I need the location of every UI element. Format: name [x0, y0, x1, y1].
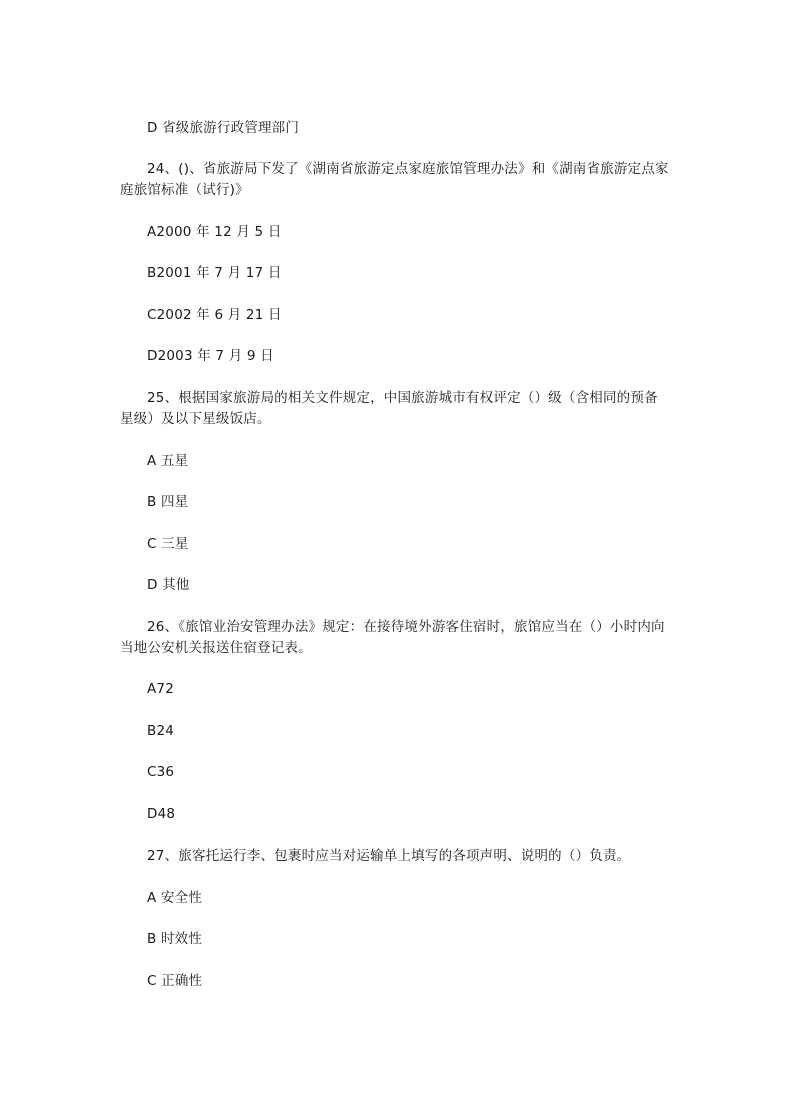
option-a-q27: A 安全性 [147, 890, 203, 906]
option-b-q27: B 时效性 [147, 931, 203, 947]
option-a-q24: A2000 年 12 月 5 日 [147, 224, 282, 240]
question-27-text: 27、旅客托运行李、包裹时应当对运输单上填写的各项声明、说明的（）负责。 [147, 848, 631, 864]
option-c-q25: C 三星 [147, 536, 189, 552]
question-24-text: 24、()、省旅游局下发了《湖南省旅游定点家庭旅馆管理办法》和《湖南省旅游定点家庭旅馆标准（试行)》 [120, 161, 669, 198]
option-d-q25: D 其他 [147, 577, 190, 593]
option-a-q26: A72 [147, 681, 175, 697]
option-a-q25: A 五星 [147, 453, 189, 469]
option-b-q26: B24 [147, 723, 175, 739]
option-c-q27: C 正确性 [147, 973, 203, 989]
option-b-q25: B 四星 [147, 494, 189, 510]
option-c-q24: C2002 年 6 月 21 日 [147, 307, 282, 323]
question-26 [120, 617, 670, 659]
option-d-q24: D2003 年 7 月 9 日 [147, 348, 274, 364]
question-24 [120, 159, 670, 201]
option-b-q24: B2001 年 7 月 17 日 [147, 265, 282, 281]
question-26-text: 26、《旅馆业治安管理办法》规定：在接待境外游客住宿时，旅馆应当在（）小时内向当地公安机关报送住宿登记表。 [120, 619, 665, 656]
question-27 [120, 846, 670, 867]
option-d-provincial-dept: D 省级旅游行政管理部门 [147, 120, 300, 136]
question-25-text: 25、根据国家旅游局的相关文件规定，中国旅游城市有权评定（）级（含相同的预备星级）及以下星级饭店。 [120, 390, 658, 427]
option-c-q26: C36 [147, 764, 175, 780]
question-25 [120, 388, 670, 430]
option-d-q26: D48 [147, 806, 176, 822]
